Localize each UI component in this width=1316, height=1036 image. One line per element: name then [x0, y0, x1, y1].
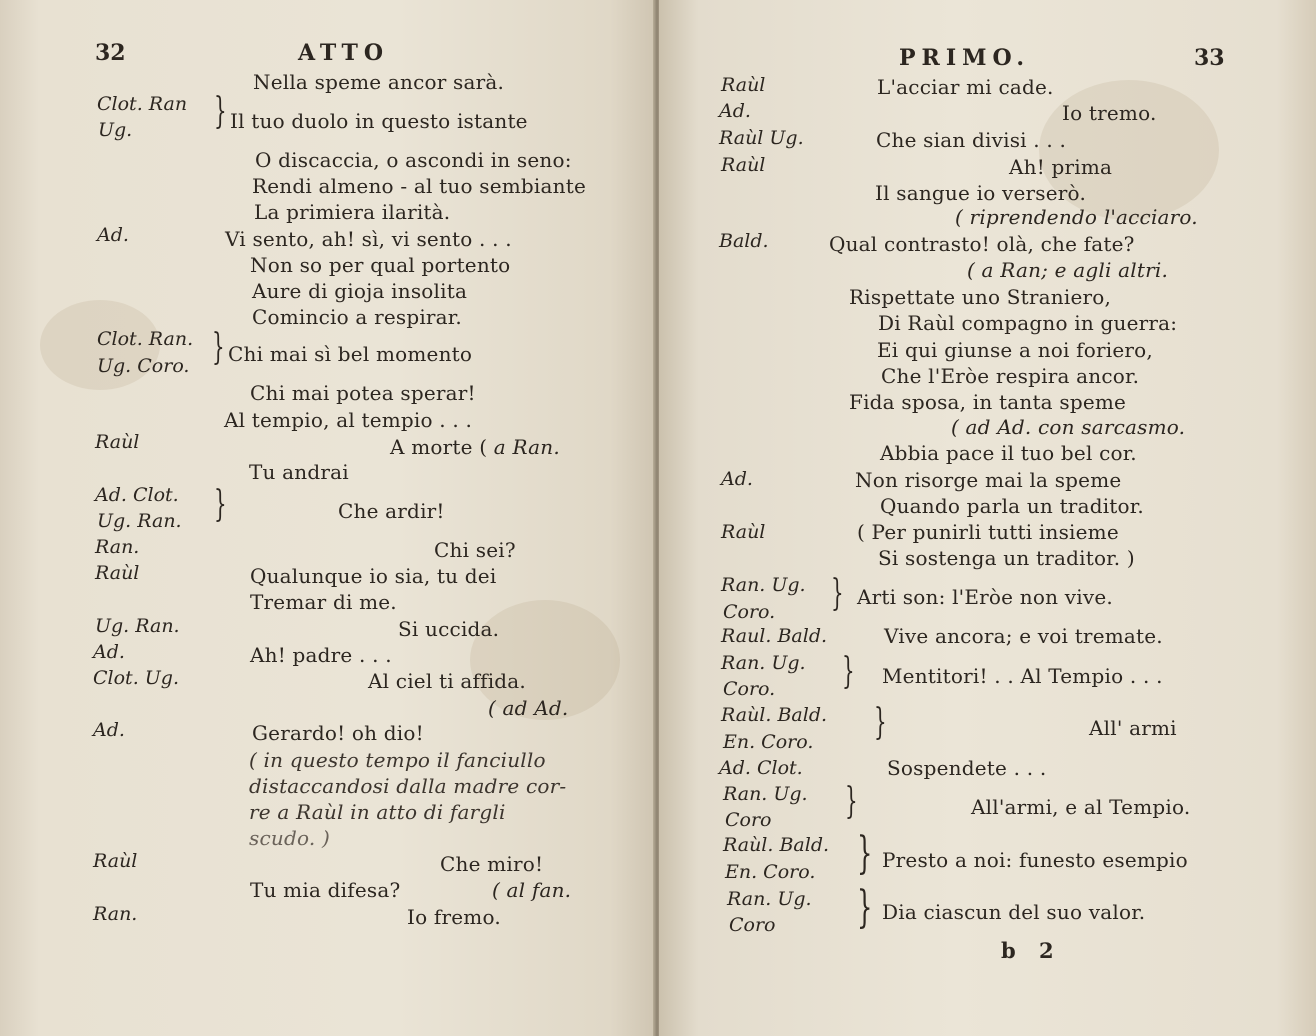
page-number: 32	[95, 40, 126, 66]
speaker-label: Ran.	[95, 536, 140, 558]
speaker-label: Ad. Clot.	[95, 484, 179, 506]
stage-direction: scudo. )	[249, 826, 330, 850]
verse-line: Chi sei?	[434, 538, 516, 562]
verse-line: Ei qui giunse a noi foriero,	[877, 338, 1153, 362]
verse-line: Arti son: l'Eròe non vive.	[857, 585, 1113, 609]
verse-line: Qualunque io sia, tu dei	[250, 564, 497, 588]
verse-line: Al tempio, al tempio . . .	[224, 408, 473, 432]
verse-line: Gerardo! oh dio!	[252, 721, 424, 745]
verse-line: ( Per punirli tutti insieme	[857, 520, 1119, 544]
page-number: 33	[1194, 45, 1225, 71]
speaker-label: Ug. Ran.	[97, 510, 182, 532]
verse-text: A morte (	[390, 435, 488, 459]
verse-line: Il sangue io verserò.	[875, 181, 1086, 205]
verse-line: All' armi	[1089, 716, 1177, 740]
verse-line: Al ciel ti affida.	[368, 669, 526, 693]
verse-line: Rispettate uno Straniero,	[849, 285, 1112, 309]
speaker-label: Raùl Ug.	[719, 127, 804, 149]
running-head: ATTO	[298, 40, 389, 66]
verse-line: Tu andrai	[249, 460, 349, 484]
verse-line: Rendi almeno - al tuo sembiante	[252, 174, 586, 198]
verse-line: All'armi, e al Tempio.	[971, 795, 1191, 819]
verse-line: Io tremo.	[1062, 101, 1157, 125]
verse-line: Tremar di me.	[250, 590, 397, 614]
verse-line: Ah! prima	[1009, 155, 1113, 179]
stage-direction: ( al fan.	[492, 878, 572, 902]
verse-line: Non so per qual portento	[250, 253, 511, 277]
speaker-label: Ad.	[93, 641, 125, 663]
right-page	[659, 0, 1316, 1036]
speaker-label: Raùl	[721, 521, 766, 543]
speaker-label: Raùl	[93, 850, 138, 872]
speaker-label: Ad. Clot.	[719, 757, 803, 779]
speaker-label: Ug. Ran.	[95, 615, 180, 637]
verse-line: Che sian divisi . . .	[876, 128, 1067, 152]
brace: }	[842, 651, 855, 692]
stage-direction: ( ad Ad. con sarcasmo.	[951, 415, 1186, 439]
verse-line: Si uccida.	[398, 617, 500, 641]
verse-line: Vive ancora; e voi tremate.	[884, 624, 1163, 648]
verse-line: Io fremo.	[407, 905, 501, 929]
verse-line: Il tuo duolo in questo istante	[230, 109, 528, 133]
verse-line: Quando parla un traditor.	[880, 494, 1144, 518]
speaker-label: Ran.	[93, 903, 138, 925]
speaker-label: Ran. Ug.	[723, 783, 808, 805]
verse-line: Comincio a respirar.	[252, 305, 462, 329]
speaker-label: Ran. Ug.	[727, 888, 812, 910]
verse-line: Presto a noi: funesto esempio	[882, 848, 1188, 872]
speaker-label: Raùl	[721, 74, 766, 96]
brace: }	[212, 327, 225, 368]
verse-line: La primiera ilarità.	[254, 200, 451, 224]
speaker-label: Clot. Ran	[97, 93, 188, 115]
speaker-label: Coro.	[723, 601, 776, 623]
brace: }	[831, 573, 844, 614]
stage-direction: ( in questo tempo il fanciullo	[249, 748, 546, 772]
speaker-label: Raùl. Bald.	[723, 834, 830, 856]
verse-line: Che miro!	[440, 852, 544, 876]
verse-line	[390, 435, 560, 459]
speaker-label: Clot. Ug.	[93, 667, 179, 689]
brace: }	[214, 484, 227, 525]
stage-direction: re a Raùl in atto di fargli	[249, 800, 506, 824]
speaker-label: Bald.	[719, 230, 769, 252]
speaker-label: Coro	[725, 809, 772, 831]
verse-line: Aure di gioja insolita	[252, 279, 468, 303]
speaker-label: Ad.	[93, 719, 125, 741]
verse-line: Tu mia difesa?	[250, 878, 401, 902]
verse-line: Ah! padre . . .	[250, 643, 392, 667]
brace: }	[845, 781, 858, 822]
speaker-label: Ad.	[719, 100, 751, 122]
speaker-label: Ran. Ug.	[721, 652, 806, 674]
speaker-label: Ran. Ug.	[721, 574, 806, 596]
verse-line: Chi mai potea sperar!	[250, 381, 476, 405]
brace: }	[874, 702, 887, 743]
verse-line: Sospendete . . .	[887, 756, 1047, 780]
speaker-label: En. Coro.	[723, 731, 814, 753]
speaker-label: Ug.	[98, 119, 133, 141]
stage-direction: distaccandosi dalla madre cor-	[249, 774, 567, 798]
stage-direction: ( ad Ad.	[488, 696, 569, 720]
verse-line: L'acciar mi cade.	[877, 75, 1054, 99]
verse-line: Che l'Eròe respira ancor.	[881, 364, 1140, 388]
speaker-label: Raùl. Bald.	[721, 704, 828, 726]
verse-line: Fida sposa, in tanta speme	[849, 390, 1127, 414]
verse-line: Di Raùl compagno in guerra:	[878, 311, 1178, 335]
verse-line: O discaccia, o ascondi in seno:	[255, 148, 572, 172]
verse-line: Vi sento, ah! sì, vi sento . . .	[225, 227, 512, 251]
speaker-label: En. Coro.	[725, 861, 816, 883]
speaker-label: Ug. Coro.	[97, 355, 190, 377]
verse-line: Qual contrasto! olà, che fate?	[829, 232, 1135, 256]
brace: }	[857, 882, 873, 933]
signature-mark: b 2	[1001, 938, 1062, 963]
verse-line: Mentitori! . . Al Tempio . . .	[882, 664, 1163, 688]
stage-direction: ( riprendendo l'acciaro.	[955, 205, 1198, 229]
left-page	[0, 0, 655, 1036]
speaker-label: Coro.	[723, 678, 776, 700]
speaker-label: Clot. Ran.	[97, 328, 194, 350]
verse-line: Non risorge mai la speme	[855, 468, 1122, 492]
brace: }	[857, 828, 873, 879]
speaker-label: Ad.	[97, 224, 129, 246]
verse-line: Nella speme ancor sarà.	[253, 70, 505, 94]
verse-line: Abbia pace il tuo bel cor.	[880, 441, 1137, 465]
verse-line: Che ardir!	[338, 499, 445, 523]
brace: }	[214, 91, 227, 132]
stage-direction: a Ran.	[493, 435, 560, 459]
verse-line: Chi mai sì bel momento	[228, 342, 473, 366]
speaker-label: Raùl	[95, 431, 140, 453]
verse-line: Si sostenga un traditor. )	[878, 546, 1135, 570]
running-head: PRIMO.	[899, 45, 1031, 71]
speaker-label: Ad.	[721, 468, 753, 490]
speaker-label: Raùl	[95, 562, 140, 584]
speaker-label: Coro	[729, 914, 776, 936]
stage-direction: ( a Ran; e agli altri.	[967, 258, 1169, 282]
verse-line: Dia ciascun del suo valor.	[882, 900, 1146, 924]
speaker-label: Raul. Bald.	[721, 625, 828, 647]
speaker-label: Raùl	[721, 154, 766, 176]
